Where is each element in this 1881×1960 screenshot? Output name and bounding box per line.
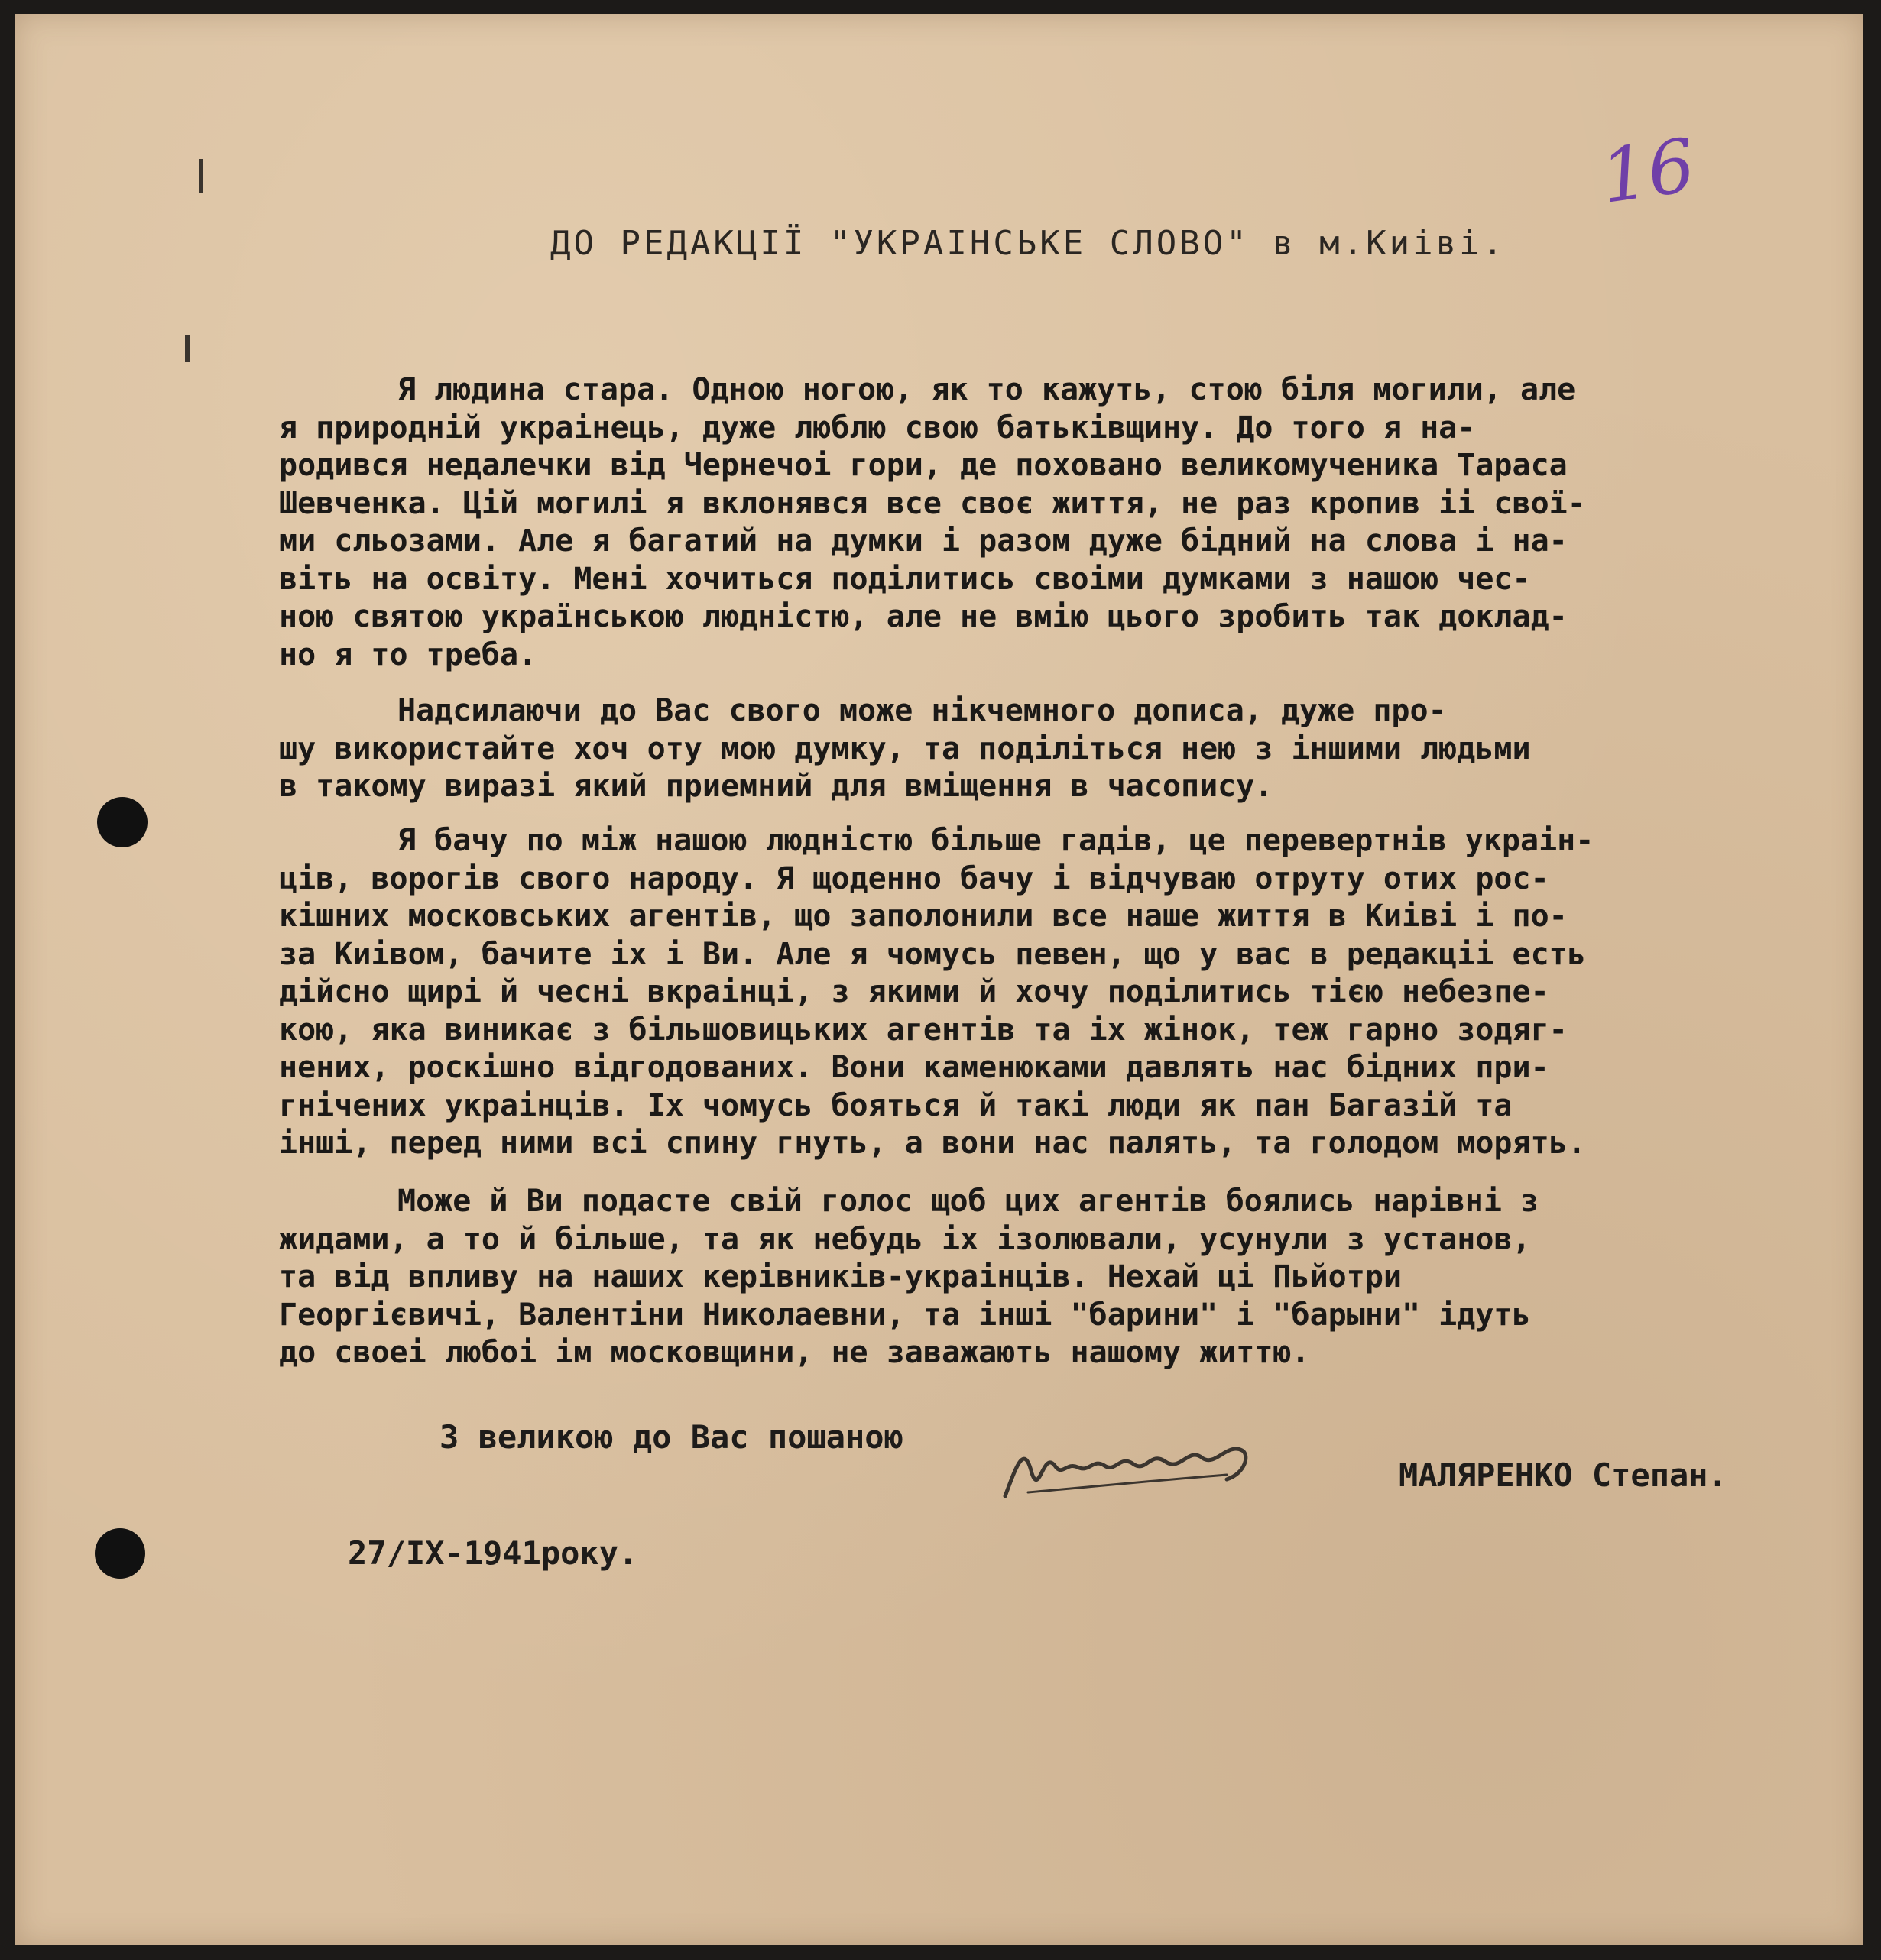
- margin-mark: [199, 159, 203, 193]
- handwritten-signature: [997, 1420, 1257, 1511]
- text-line: Георгієвичі, Валентіни Николаевни, та інші "барини" і "барыни" ідуть: [279, 1297, 1531, 1333]
- text-line: кою, яка виникає з більшовицьких агентів та іх жінок, теж гарно зодяг-: [279, 1012, 1568, 1048]
- punch-hole: [95, 1528, 145, 1579]
- paragraph-4: [279, 1183, 1876, 1372]
- punch-hole: [97, 797, 148, 847]
- text-line: інші, перед ними всі спину гнуть, а вони нас палять, та голодом морять.: [279, 1126, 1586, 1161]
- text-line: дійсно щирі й чесні вкраінці, з якими й хочу поділитись тією небезпе-: [279, 974, 1549, 1009]
- text-line: но я то треба.: [279, 637, 537, 672]
- text-line: Я людина стара. Одною ногою, як то кажуть, стою біля могили, але: [397, 372, 1576, 407]
- paragraph-2: [279, 692, 1876, 806]
- text-line: Шевченка. Цій могилі я вклонявся все своє життя, не раз кропив іі свої-: [279, 485, 1586, 521]
- text-line: та від впливу на наших керівників-украінців. Нехай ці Пьйотри: [279, 1259, 1403, 1294]
- text-line: ною святою українською людністю, але не вмію цього зробить так доклад-: [279, 599, 1568, 634]
- text-line: ців, ворогів свого народу. Я щоденно бачу і відчуваю отруту отих рос-: [279, 860, 1549, 896]
- text-line: кішних московських агентів, що заполонили все наше життя в Киіві і по-: [279, 899, 1568, 934]
- text-line: шу використайте хоч оту мою думку, та поділіться нею з іншими людьми: [279, 731, 1531, 766]
- text-line: в такому виразі який приемний для вміщення в часопису.: [279, 769, 1273, 804]
- folio-number: 16: [1595, 122, 1701, 220]
- text-line: Може й Ви подасте свій голос щоб цих агентів боялись нарівні з: [397, 1184, 1539, 1219]
- text-line: гнічених украінців. Іх чомусь бояться й такі люди як пан Багазій та: [279, 1087, 1513, 1123]
- text-line: до своеі любоі ім московщини, не заважають нашому життю.: [279, 1335, 1310, 1370]
- paragraph-1: [279, 371, 1876, 674]
- paragraph-3: [279, 822, 1876, 1163]
- text-line: Надсилаючи до Вас свого може нікчемного дописа, дуже про-: [397, 693, 1447, 728]
- closing-salutation: З великою до Вас пошаною: [439, 1418, 903, 1456]
- text-line: за Киівом, бачите іх і Ви. Але я чомусь певен, що у вас в редакціі есть: [279, 936, 1586, 972]
- text-line: Я бачу по між нашою людністю більше гадів, це перевертнів украін-: [397, 823, 1594, 858]
- margin-mark: [185, 335, 190, 362]
- letter-date: 27/IX-1941року.: [348, 1534, 638, 1572]
- text-line: жидами, а то й більше, та як небудь іх ізолювали, усунули з установ,: [279, 1221, 1531, 1257]
- text-line: родився недалечки від Чернечоі гори, де поховано великомученика Тараса: [279, 448, 1568, 483]
- text-line: віть на освіту. Мені хочиться поділитись своіми думками з нашою чес-: [279, 561, 1531, 597]
- document-page: [15, 14, 1863, 1945]
- text-line: ми сльозами. Але я багатий на думки і разом дуже бідний на слова і на-: [279, 523, 1568, 559]
- text-line: я природній украінець, дуже люблю свою батьківщину. До того я на-: [279, 410, 1476, 445]
- text-line: нених, роскішно відгодованих. Вони каменюками давлять нас бідних при-: [279, 1050, 1549, 1085]
- signer-name: МАЛЯРЕНКО Степан.: [1399, 1456, 1727, 1494]
- letter-title: ДО РЕДАКЦІЇ "УКРАІНСЬКЕ СЛОВО" в м.Киіві.: [550, 224, 1506, 263]
